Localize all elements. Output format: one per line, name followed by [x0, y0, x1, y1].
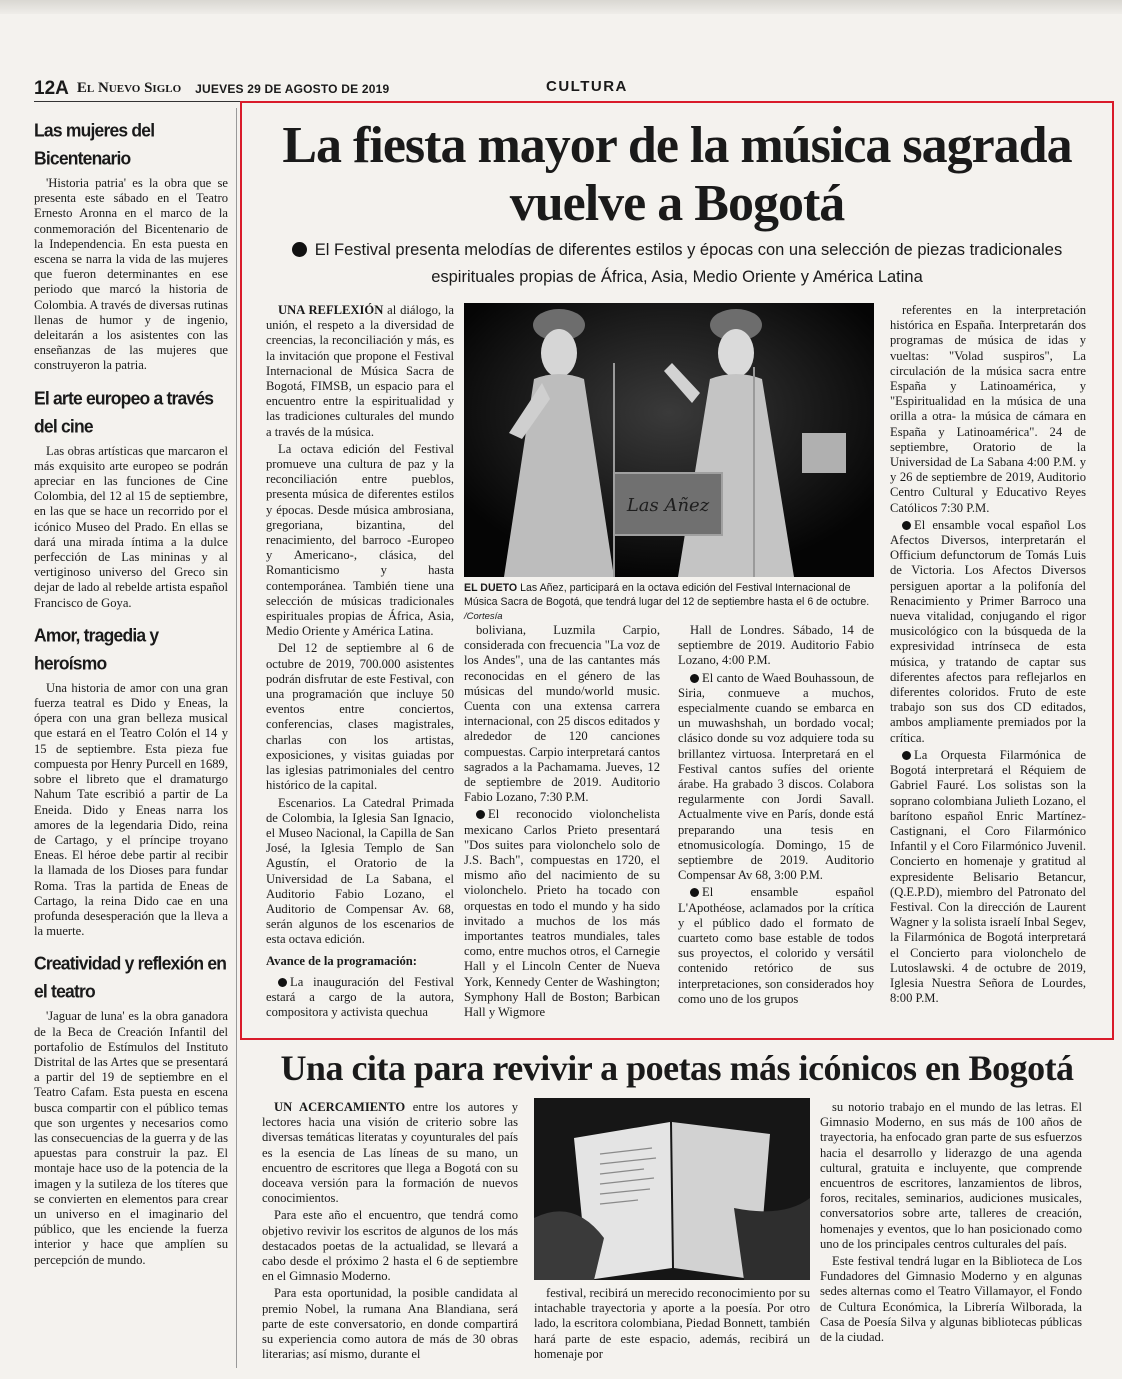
bullet-icon: [690, 674, 699, 683]
bullet-icon: [690, 888, 699, 897]
paragraph: Este festival tendrá lugar en la Biblioteca de Los Fundadores del Gimnasio Moderno y en algunas sedes alternas como el Teatro Villamayor, el Fondo de Cultura Económica, la Librería Wilborada, la Casa de Poesía Silva y algunas bibliotecas públicas de la ciudad.: [820, 1254, 1082, 1345]
feature-article: [240, 101, 1114, 1040]
paragraph: Escenarios. La Catedral Primada de Colombia, la Iglesia San Ignacio, el Museo Nacional, la Capilla de San José, la Iglesia Templo de San Agustín, el Oratorio de la Universidad de La Sabana, el Auditorio Fabio Lozano, el Auditorio de Compensar Av. 68, serán algunos de los escenarios de esta octava edición.: [266, 795, 454, 947]
newspaper-name: El Nuevo Siglo: [76, 80, 182, 96]
poets-column-2: [534, 1286, 810, 1368]
poets-column-3: [820, 1100, 1082, 1368]
deck-text: El Festival presenta melodías de diferentes estilos y épocas con una selección de piezas tradicionales espirituales propias de África, Asia, Medio Oriente y América Latina: [314, 241, 1063, 286]
lead-in: UN ACERCAMIENTO: [274, 1100, 406, 1114]
column-divider: [236, 108, 237, 1368]
paragraph: su notorio trabajo en el mundo de las letras. El Gimnasio Moderno, en sus más de 100 años de trayectoria, ha enfocado gran parte de sus esfuerzos hacia el desarrollo y liderazgo de una agenda cultural, gratuita e incluyente, que comprende encuentros de escritores, lanzamientos de libros, foros, recitales, seminarios, audiciones musicales, conversatorios sobre arte, talleres de creación, homenajes y eventos, que lo han posicionado como uno de los principales centros culturales del país.: [820, 1100, 1082, 1251]
subhead: Avance de la programación:: [266, 953, 417, 968]
brief: [34, 386, 228, 611]
bullet-icon: [902, 751, 911, 760]
section-label: CULTURA: [546, 78, 628, 95]
paragraph: festival, recibirá un merecido reconocimiento por su intachable trayectoria y aporte a la poesía. Por otro lado, la escritora colombiana, Piedad Bonnett, también hará parte de este espacio, además, recibirá un homenaje por: [534, 1286, 810, 1361]
brief: [34, 951, 228, 1267]
lead-in: UNA REFLEXIÓN: [278, 303, 384, 317]
brief-title: Las mujeres del Bicentenario: [34, 119, 155, 169]
open-book-image: [534, 1098, 810, 1280]
paragraph: El reconocido violonchelista mexicano Carlos Prieto presentará "Dos suites para violonchelo solo de J.S. Bach", compuestas en 1720, el mismo año del nacimiento de su violonchelo. Prieto ha tocado con orquestas en todo el mundo y ha sido invitado a muchos de los más importantes teatros mundiales, tales como, entre muchos otros, el Carnegie Hall y el Lincoln Center de Nueva York, Kennedy Center de Washington; Symphony Hall de Boston; Barbican Hall y Wigmore: [464, 807, 660, 1020]
paragraph: entre los autores y lectores hacia una visión de criterio sobre las diversas temáticas literatas y coyunturales del país es la esencia de Las líneas de su mano, un encuentro de escritores que llega a Bogotá con su doceava versión para la formación de nuevos conocimientos.: [262, 1100, 518, 1206]
brief: [34, 118, 228, 374]
sidebar-briefs: [34, 118, 228, 1368]
caption-text: Las Añez, participará en la octava edición del Festival Internacional de Música Sacra de Bogotá, que tendrá lugar del 12 de septiembre hasta el 6 de octubre.: [464, 582, 870, 608]
sign-text: Las Añez: [626, 495, 710, 516]
paragraph: al diálogo, la unión, el respeto a la diversidad de creencias, la reconciliación y más, es la invitación que propone el Festival Internacional de Música Sacra de Bogotá, FIMSB, un espacio para el encuentro entre la espiritualidad y las tradiciones culturales del mundo a través de la música.: [266, 303, 454, 439]
brief-body: Una historia de amor con una gran fuerza teatral es Dido y Eneas, la ópera con una gran belleza musical que estará en el Teatro Colón el 14 y 15 de septiembre. Esta pieza fue compuesta por Henry Purcell en 1689, sobre el libreto que el dramaturgo Nahum Tate escribió a partir de La Eneida. Dido y Eneas narra los amores de la legendaria Dido, reina de Cartago, y el príncipe troyano Eneas. El héroe debe partir al recibir la llamada de los Dioses para fundar Roma. Tras la partida de Eneas de Cartago, la reina Dido cae en una profunda desesperación que la lleva a la muerte.: [34, 680, 228, 939]
paragraph: El ensamble vocal español Los Afectos Diversos, interpretarán el Officium defunctorum de Tomás Luis de Victoria. Los Afectos Diversos persiguen aportar a la polifonía del Renacimiento y Primer Barroco una nueva vitalidad, conjugando el rigor musicológico con la búsqueda de la expresividad intrínseca de esta música, y tratando de captar sus diferentes afectos para reflejarlos en diferentes coloridos. Fruto de este trabajo son sus dos CD editados, ambos ampliamente premiados por la crítica.: [890, 517, 1086, 745]
feature-column-1: [266, 303, 454, 1029]
brief-title: Creatividad y reflexión en el teatro: [34, 952, 227, 1003]
feature-column-2: [464, 623, 660, 1029]
paragraph: El canto de Waed Bouhassoun, de Siria, conmueve a muchos, especialmente cuando se embarca en un muwashshah, un bordado vocal; clásico donde su voz adquiere toda su brillantez virtuosa. Interpretará en el Festival cantos sufíes del oriente árabe. Ha grabado 3 discos. Colabora regularmente con Jordi Savall. Actualmente vive en París, donde está preparando una tesis en etnomusicología. Domingo, 15 de septiembre de 2019. Auditorio Compensar Av 68, 3:00 P.M.: [678, 670, 874, 883]
bullet-icon: [278, 978, 287, 987]
bullet-icon: [476, 810, 485, 819]
duo-photo: [464, 303, 874, 577]
brief-body: 'Jaguar de luna' es la obra ganadora de la Beca de Creación Infantil del portafolio de Estímulos del Instituto Distrital de las Artes que se presentará a partir del 19 de septiembre en el Teatro Cafam. Esta puesta en escena busca compartir con el público temas que son urgentes y necesarios como las consecuencias de la guerra y de las apuestas para construir la paz. El montaje hace uso de la potencia de la imagen y la sutileza de los títeres que se convierten en elementos para crear un universo en el imaginario del público, que les enciende la fuerza interior y hace que amplíen su percepción de mundo.: [34, 1009, 228, 1267]
brief: [34, 623, 228, 939]
photo-caption: [464, 581, 874, 624]
paragraph: Para este año el encuentro, que tendrá como objetivo revivir los escritos de algunos de los más destacados poetas de la actualidad, se llevará a cabo desde el próximo 2 hasta el 6 de septiembre en el Gimnasio Moderno.: [262, 1208, 518, 1284]
poets-headline: Una cita para revivir a poetas más icónicos en Bogotá: [280, 1048, 1074, 1088]
masthead: [34, 76, 1114, 102]
paragraph: La inauguración del Festival estará a cargo de la autora, compositora y activista quechua: [266, 974, 454, 1020]
bullet-icon: [292, 242, 307, 257]
brief-title: Amor, tragedia y heroísmo: [34, 624, 159, 674]
brief-body: 'Historia patria' es la obra que se presenta este sábado en el Teatro Ernesto Aronna en el marco de la conmemoración del Bicentenario de la Independencia. En esta puesta en escena se narra la vida de las mujeres que fueron determinantes en ese periodo que marcó la historia de Colombia. A través de diversas rutinas llenas de humor y de ingenio, deleitarán a los asistentes con las enseñanzas de las mujeres que construyeron la patria.: [34, 176, 228, 373]
paragraph: Hall de Londres. Sábado, 14 de septiembre de 2019. Auditorio Fabio Lozano, 4:00 P.M.: [678, 623, 874, 668]
duo-singers-image: [464, 303, 874, 577]
caption-lead: EL DUETO: [464, 582, 518, 594]
scan-top-strip: [0, 0, 1122, 14]
feature-column-4: [890, 303, 1086, 1029]
paragraph: Para esta oportunidad, la posible candidata al premio Nobel, la rumana Ana Blandiana, será parte de este conversatorio, en donde compartirá su experiencia como autora de más de 30 obras literarias; así mismo, durante el: [262, 1286, 518, 1362]
brief-body: Las obras artísticas que marcaron el más exquisito arte europeo se podrán apreciar en las funciones de Cine Colombia, del 12 al 15 de septiembre, en las que se hace un recorrido por el icónico Museo del Prado. En ellas se dará una mirada íntima a la dulce perfección de Las mininas y al vertiginoso universo del Greco sin dejar de lado al rebelde artista español Francisco de Goya.: [34, 443, 228, 610]
brief-title: El arte europeo a través del cine: [34, 386, 214, 437]
paragraph: El ensamble español L'Apothéose, aclamados por la crítica y el público dado el formato de cuarteto como base estable de todos sus proyectos, el colorido y versátil contenido retórico de sus interpretaciones, son considerados hoy como uno de los grupos: [678, 885, 874, 1006]
book-photo: [534, 1098, 810, 1280]
feature-column-3: [678, 623, 874, 1029]
bullet-icon: [902, 521, 911, 530]
paragraph: La Orquesta Filarmónica de Bogotá interpretará el Réquiem de Gabriel Fauré. Los solistas son la soprano colombiana Julieth Lozano, el barítono español Enric Martínez-Castignani, el Coro Filarmónico Infantil y el Coro Filarmónico Juvenil. Concierto en homenaje y gratitud al expresidente Belisario Betancur, (Q.E.P.D), miembro del Patronato del Festival. Con la dirección de Laurent Wagner y la solista israelí Inbal Segev, la Filarmónica de Bogotá interpretará el Concierto para violonchelo de Lutoslawski. 4 de octubre de 2019, Iglesia Nuestra Señora de Lourdes, 8:00 P.M.: [890, 747, 1086, 1006]
page-number: 12A: [34, 77, 69, 99]
paragraph: boliviana, Luzmila Carpio, considerada con frecuencia "La voz de los Andes", una de las cantantes más reconocidas en el género de las músicas del mundo/world music. Cuenta con una extensa carrera internacional, con 25 discos editados y alrededor de 120 canciones compuestas. Carpio interpretará cantos sagrados a la Pachamama. Jueves, 12 de septiembre de 2019. Auditorio Fabio Lozano, 7:30 P.M.: [464, 623, 660, 805]
paragraph: Del 12 de septiembre al 6 de octubre de 2019, 700.000 asistentes podrán disfrutar de este Festival, con una programación que incluye 50 eventos entre conciertos, conferencias, clases magistrales, charlas con los artistas, exposiciones, y visitas guiadas por las iglesias patrimoniales del centro histórico de la capital.: [266, 641, 454, 793]
photo-credit: /Cortesía: [464, 611, 503, 622]
issue-date: JUEVES 29 DE AGOSTO DE 2019: [195, 81, 390, 96]
feature-headline: La fiesta mayor de la música sagrada vuelve a Bogotá: [282, 117, 1072, 232]
paragraph: referentes en la interpretación histórica en España. Interpretarán dos programas de música de idas y vueltas: "Volad suspiros", La circulación de la música sacra entre España y Latinoamérica, y "Espiritualidad en la música de una orilla a otra- la música de cámara en España y Latinoamérica". 24 de septiembre, Oratorio de la Universidad de La Sabana 4:00 P.M. y y 26 de septiembre de 2019, Auditorio Centro Cultural y Educativo Reyes Católicos 7:30 P.M.: [890, 303, 1086, 515]
poets-column-1: [262, 1100, 518, 1368]
feature-deck: [282, 237, 1072, 291]
paragraph: La octava edición del Festival promueve una cultura de paz y la reconciliación entre pueblos, presenta música de diferentes estilos y épocas. Desde música ambrosiana, gregoriana, bizantina, del renacimiento, del barroco -Europeo y Americano-, clásica, del Romanticismo y hasta contemporánea. También tiene una selección de músicas tradicionales espirituales propias de África, Asia, Medio Oriente y América Latina.: [266, 441, 454, 639]
